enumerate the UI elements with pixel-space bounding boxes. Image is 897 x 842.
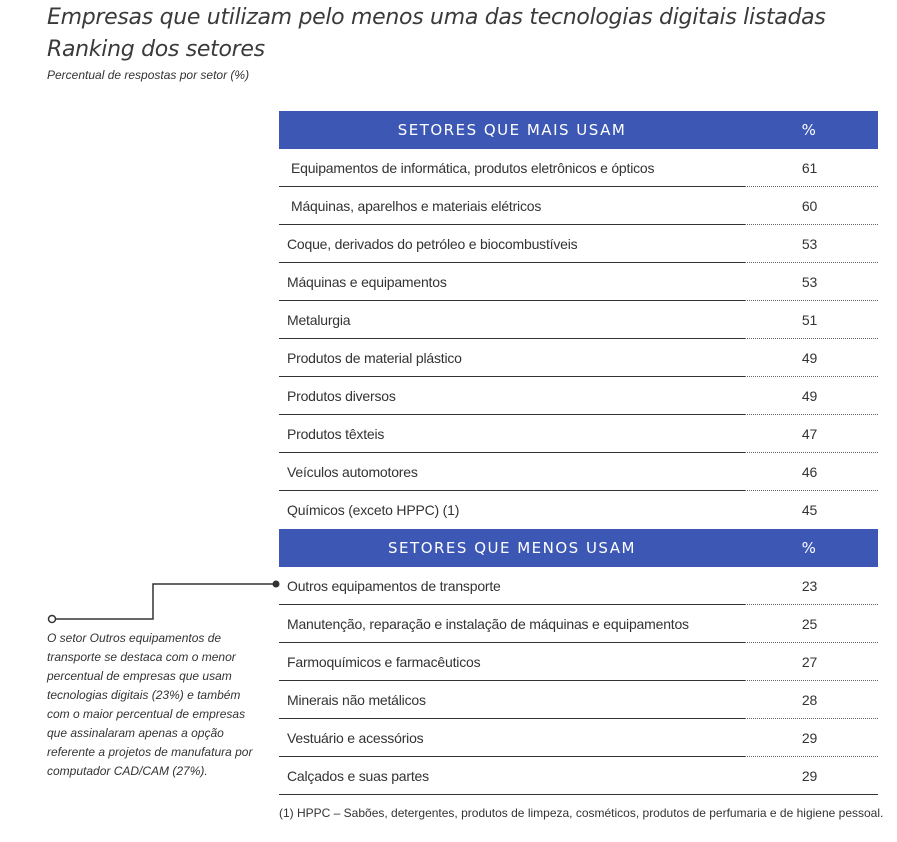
sector-percent: 46 — [745, 453, 878, 491]
callout-end-dot — [273, 581, 280, 588]
sector-name: Químicos (exceto HPPC) (1) — [287, 502, 460, 518]
callout-leader-line — [55, 584, 275, 619]
section-header-label: SETORES QUE MAIS USAM — [397, 121, 627, 139]
sector-percent: 60 — [745, 187, 878, 225]
sector-percent: 49 — [745, 339, 878, 377]
sector-name: Produtos diversos — [279, 377, 745, 415]
sector-name: Outros equipamentos de transporte — [279, 567, 745, 605]
callout-text: O setor Outros equipamentos de transporte se destaca com o menor percentual de empresas que usam tecnologias digitais (23%) e também com o maior percentual de empresas que assinalaram apenas a opção referente a projetos de manufatura por computador CAD/CAM (27%). — [47, 631, 253, 778]
sector-percent: 27 — [745, 643, 878, 681]
sector-name: Coque, derivados do petróleo e biocombustíveis — [279, 225, 745, 263]
title-line-1: Empresas que utilizam pelo menos uma das tecnologias digitais listadas — [47, 5, 826, 30]
sector-percent: 23 — [745, 567, 878, 605]
sector-percent: 47 — [745, 415, 878, 453]
sector-percent: 53 — [745, 263, 878, 301]
sector-name: Produtos de material plástico — [279, 339, 745, 377]
sector-name: Manutenção, reparação e instalação de máquinas e equipamentos — [279, 605, 745, 643]
sector-percent: 45 — [801, 502, 818, 518]
sector-name: Metalurgia — [279, 301, 745, 339]
sector-percent: 61 — [745, 149, 878, 187]
sector-name: Equipamentos de informática, produtos eletrônicos e ópticos — [279, 149, 745, 187]
sector-name: Veículos automotores — [279, 453, 745, 491]
sector-name: Minerais não metálicos — [279, 681, 745, 719]
sector-percent: 53 — [745, 225, 878, 263]
sector-percent: 29 — [745, 719, 878, 757]
footnote: (1) HPPC – Sabões, detergentes, produtos de limpeza, cosméticos, produtos de perfumaria e de higiene pessoal. — [279, 806, 884, 820]
chart-subtitle: Percentual de respostas por setor (%) — [47, 68, 250, 82]
title-line-2: Ranking dos setores — [47, 37, 265, 62]
sector-name: Máquinas e equipamentos — [279, 263, 745, 301]
sector-name: Farmoquímicos e farmacêuticos — [279, 643, 745, 681]
sector-name: Produtos têxteis — [279, 415, 745, 453]
sector-percent: 25 — [745, 605, 878, 643]
sector-percent: 29 — [745, 757, 878, 795]
section-header-percent: % — [801, 121, 818, 139]
sector-name: Calçados e suas partes — [279, 757, 745, 795]
sector-name: Máquinas, aparelhos e materiais elétricos — [279, 187, 745, 225]
section-header-label: SETORES QUE MENOS USAM — [388, 539, 636, 557]
section-header-percent: % — [801, 539, 818, 557]
sector-percent: 49 — [745, 377, 878, 415]
sector-percent: 51 — [745, 301, 878, 339]
sector-name: Vestuário e acessórios — [279, 719, 745, 757]
sector-percent: 28 — [745, 681, 878, 719]
callout-start-dot — [49, 616, 56, 623]
